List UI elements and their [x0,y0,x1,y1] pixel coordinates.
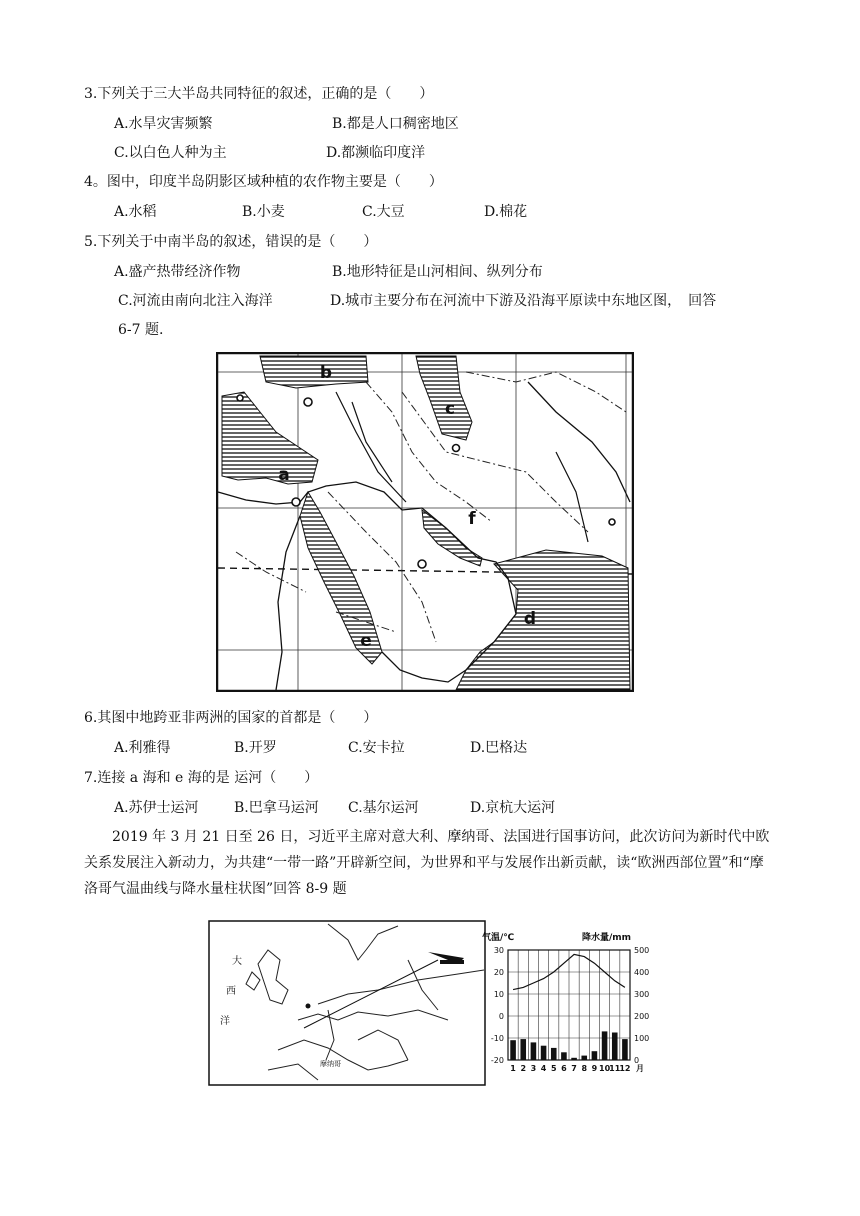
precipitation-bar [622,1039,628,1060]
question-5-option-b[interactable]: B.地形特征是山河相间、纵列分布 [332,264,543,280]
map-label-d: d [523,609,537,629]
precipitation-bar [592,1051,598,1060]
question-4-option-c[interactable]: C.大豆 [362,204,405,220]
x-tick-label: 2 [520,1064,527,1073]
y-right-tick-label: 0 [634,1056,640,1065]
passage-text: 2019 年 3 月 21 日至 26 日，习近平主席对意大利、摩纳哥、法国进行国事访问，此次访问为新时代中欧关系发展注入新动力，为共建“一带一路”开辟新空间，为世界和平与发展作出新贡献，读“欧洲西部位置”和“摩洛哥气温曲线与降水量柱状图”回答 8-9 题 [84,829,770,897]
x-tick-label: 4 [540,1064,547,1073]
precipitation-bar [541,1046,547,1060]
precipitation-bar [510,1040,516,1060]
y-left-tick-label: -20 [490,1056,504,1065]
middle-east-map [216,352,634,692]
question-5-option-c[interactable]: C.河流由南向北注入海洋 [118,293,273,309]
question-5-option-a[interactable]: A.盛产热带经济作物 [114,264,241,280]
question-5-stem: 5.下列关于中南半岛的叙述，错误的是（ ） [84,234,378,250]
question-7-option-b[interactable]: B.巴拿马运河 [234,800,319,816]
question-6-option-d[interactable]: D.巴格达 [470,740,528,756]
precipitation-bar [551,1048,557,1060]
y-left-tick-label: 10 [493,990,504,999]
europe-label-da: 大 [232,956,242,967]
x-axis-title: 月 [636,1064,644,1073]
precipitation-bar [612,1033,618,1061]
question-4-option-d[interactable]: D.棉花 [484,204,528,220]
y-left-tick-label: -10 [490,1034,504,1043]
y-left-axis-title: 气温/℃ [482,933,515,943]
y-left-tick-label: 20 [493,968,504,977]
x-tick-label: 3 [530,1064,537,1073]
map-label-c: c [444,399,456,419]
map-label-b: b [319,363,333,383]
question-6-option-a[interactable]: A.利雅得 [114,740,171,756]
map-label-a: a [278,465,290,485]
y-right-tick-label: 500 [634,946,650,955]
x-tick-label: 6 [561,1064,567,1073]
precipitation-bar [602,1031,608,1060]
europe-label-monaco: 摩纳哥 [320,1060,341,1068]
precipitation-bar [520,1039,526,1060]
x-tick-label: 8 [581,1064,588,1073]
question-6-option-b[interactable]: B.开罗 [234,740,277,756]
y-left-tick-label: 30 [493,946,504,955]
question-7-option-c[interactable]: C.基尔运河 [348,800,419,816]
precipitation-bar [531,1042,537,1060]
y-right-tick-label: 300 [634,990,650,999]
x-tick-label: 1 [510,1064,516,1073]
climate-chart [478,928,658,1078]
map-label-f: f [468,509,476,529]
question-3-option-c[interactable]: C.以白色人种为主 [114,145,227,161]
europe-label-yang: 洋 [220,1016,230,1027]
question-5-option-d[interactable]: D.城市主要分布在河流中下游及沿海平原读中东地区图， 回答 [330,293,717,309]
question-7-option-a[interactable]: A.苏伊士运河 [114,800,199,816]
y-right-axis-title: 降水量/mm [582,933,632,943]
x-tick-label: 9 [591,1064,598,1073]
question-6-option-c[interactable]: C.安卡拉 [348,740,405,756]
question-4-option-b[interactable]: B.小麦 [242,204,285,220]
map-label-e: e [360,631,372,651]
europe-label-xi: 西 [226,986,236,997]
y-right-tick-label: 200 [634,1012,650,1021]
precipitation-bar [581,1056,587,1060]
question-3-option-b[interactable]: B.都是人口稠密地区 [332,116,459,132]
question-3-option-d[interactable]: D.都濒临印度洋 [326,145,426,161]
question-3-option-a[interactable]: A.水旱灾害频繁 [114,116,213,132]
question-4-stem: 4。图中，印度半岛阴影区域种植的农作物主要是（ ） [84,174,443,190]
question-7-option-d[interactable]: D.京杭大运河 [470,800,556,816]
x-tick-label: 5 [550,1064,557,1073]
y-left-tick-label: 0 [498,1012,504,1021]
x-tick-label: 11 [609,1064,621,1073]
y-right-tick-label: 400 [634,968,650,977]
precipitation-bar [571,1058,577,1060]
x-tick-label: 10 [599,1064,611,1073]
y-right-tick-label: 100 [634,1034,650,1043]
question-4-option-a[interactable]: A.水稻 [114,204,157,220]
question-3-stem: 3.下列关于三大半岛共同特征的叙述，正确的是（ ） [84,86,434,102]
question-6-stem: 6.其图中地跨亚非两洲的国家的首都是（ ） [84,710,378,726]
question-5-option-d-continued: 6-7 题. [118,322,164,338]
x-tick-label: 7 [571,1064,577,1073]
question-7-stem: 7.连接 a 海和 e 海的是 运河（ ） [84,770,319,786]
x-tick-label: 12 [619,1064,631,1073]
western-europe-map [208,920,486,1086]
precipitation-bar [561,1052,567,1060]
